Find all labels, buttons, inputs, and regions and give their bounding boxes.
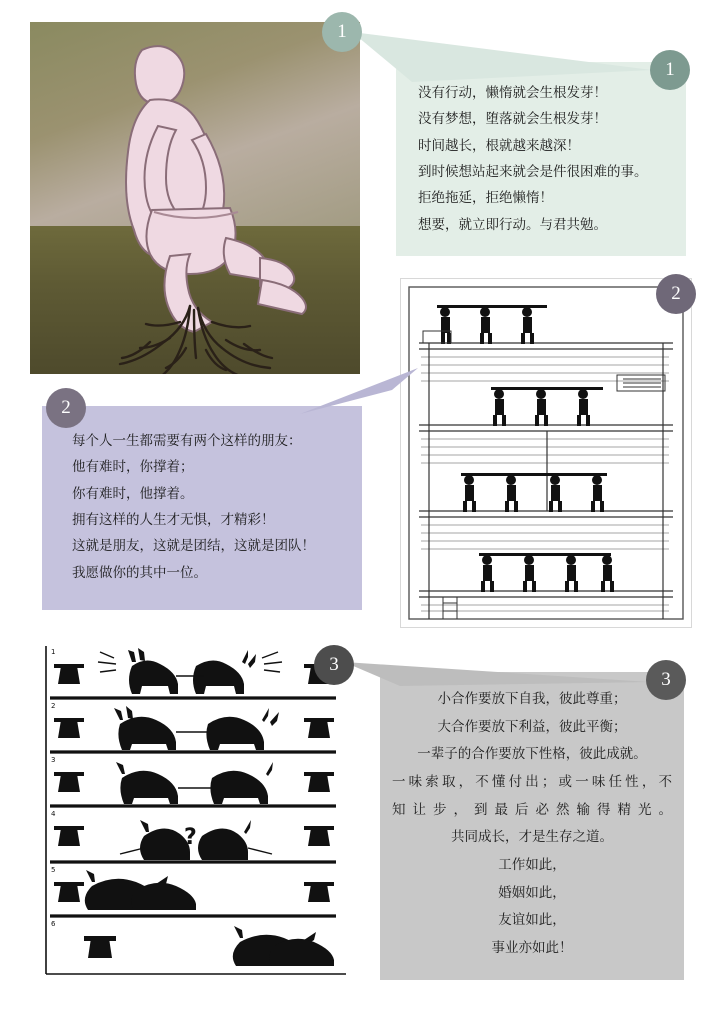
section-badge-2-image: 2 [656, 274, 696, 314]
quote-2-line-2: 他有难时，你撑着； [72, 459, 194, 476]
quote-2-line-6: 我愿做你的其中一位。 [72, 564, 207, 581]
quote-block-2 [42, 406, 362, 610]
quote-3-line-1: 小合作要放下自我，彼此尊重； [437, 691, 627, 707]
quote-1-line-2: 没有梦想，堕落就会生根发芽！ [418, 111, 607, 128]
quote-3-line-8: 友谊如此， [498, 912, 566, 929]
quote-3-line-6: 工作如此， [498, 857, 566, 874]
quote-1-line-1: 没有行动，懒惰就会生根发芽！ [418, 85, 607, 101]
quote-block-3 [380, 672, 684, 980]
quote-3-line-4b: 知让步，到最后必然输得精光。 [392, 801, 672, 818]
quote-3-line-3: 一辈子的合作要放下性格，彼此成就。 [417, 746, 647, 763]
svg-text:1: 1 [51, 648, 56, 656]
quote-2-line-1: 每个人一生都需要有两个这样的朋友： [72, 433, 302, 449]
quote-3-line-2: 大合作要放下利益，彼此平衡； [437, 718, 627, 735]
svg-text:6: 6 [51, 920, 56, 928]
rooted-man-figure [30, 22, 360, 374]
quote-2-line-4: 拥有这样的人生才无惧，才精彩！ [72, 511, 275, 528]
section-badge-3-image: 3 [314, 645, 354, 685]
connector-arrow-1 [352, 26, 662, 96]
svg-text:3: 3 [51, 756, 56, 764]
two-donkeys-cooperation-illustration [36, 640, 356, 980]
quote-1-line-5: 拒绝拖延，拒绝懒惰！ [418, 190, 553, 207]
svg-text:?: ? [184, 825, 197, 850]
quote-1-line-6: 想要，就立即行动。与君共勉。 [418, 216, 607, 233]
connector-arrow-3 [344, 652, 664, 700]
section-badge-1-text: 1 [650, 50, 690, 90]
quote-2-line-5: 这就是朋友，这就是团结，这就是团队！ [72, 538, 315, 555]
section-badge-3-text: 3 [646, 660, 686, 700]
svg-text:2: 2 [51, 702, 56, 710]
quote-2-line-3: 你有难时，他撑着。 [72, 485, 194, 502]
quote-3-line-5: 共同成长，才是生存之道。 [451, 829, 613, 846]
quote-3-line-9: 事业亦如此！ [491, 940, 573, 957]
quote-1-line-3: 时间越长，根就越来越深！ [418, 137, 580, 154]
svg-text:4: 4 [51, 810, 56, 818]
section-badge-1-image: 1 [322, 12, 362, 52]
donkeys-comic-strip [36, 640, 356, 980]
section-badge-2-text: 2 [46, 388, 86, 428]
quote-3-line-7: 婚姻如此， [498, 884, 566, 901]
quote-3-line-4a: 一味索取，不懂付出；或一味任性，不 [392, 774, 672, 791]
rooted-man-illustration [30, 22, 360, 374]
workers-scene [401, 279, 691, 627]
workers-carrying-beams-illustration [400, 278, 692, 628]
svg-text:5: 5 [51, 866, 56, 874]
quote-1-line-4: 到时候想站起来就会是件很困难的事。 [418, 163, 648, 180]
connector-arrow-2 [300, 368, 420, 430]
